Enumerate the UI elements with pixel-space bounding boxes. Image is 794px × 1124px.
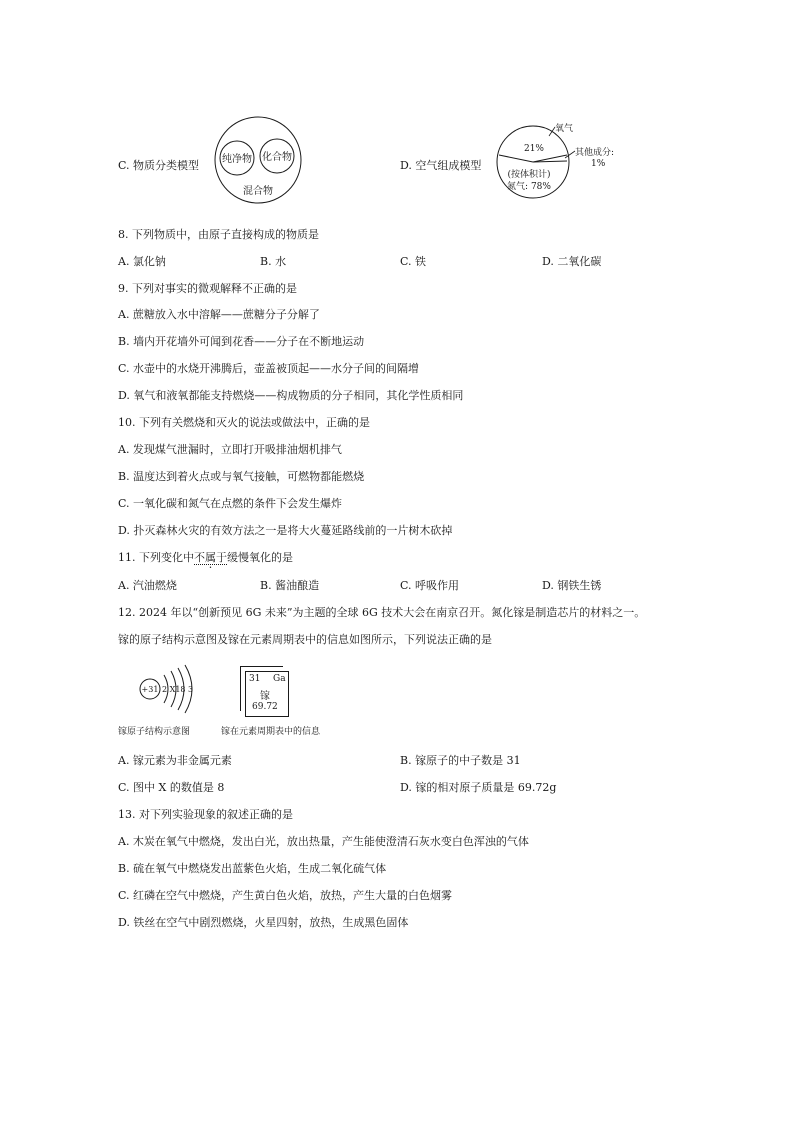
- q8-option-a[interactable]: A. 氯化钠: [118, 255, 166, 268]
- q11-emphasis-text: 不属于: [194, 551, 227, 564]
- q10-option-d[interactable]: D. 扑灭森林火灾的有效方法之一是将大火蔓延路线前的一片树木砍掉: [118, 524, 453, 537]
- oxygen-label: 氧气: [555, 124, 574, 134]
- element-symbol: Ga: [273, 674, 286, 684]
- mixture-text: 混合物: [243, 186, 273, 197]
- q7-option-c-label: C. 物质分类模型: [118, 159, 200, 172]
- q9-option-c[interactable]: C. 水壶中的水烧开沸腾后，壶盖被顶起——水分子间的间隔增: [118, 362, 420, 375]
- classification-model-diagram: [210, 116, 310, 206]
- q9-stem: 9. 下列对事实的微观解释不正确的是: [118, 282, 297, 295]
- q13-option-d[interactable]: D. 铁丝在空气中剧烈燃烧，火星四射，放热，生成黑色固体: [118, 916, 409, 929]
- q10-option-c[interactable]: C. 一氧化碳和氮气在点燃的条件下会发生爆炸: [118, 497, 343, 510]
- compound-text: 化合物: [262, 152, 292, 163]
- element-name: 镓: [260, 691, 270, 702]
- periodic-cell-shadow: [240, 666, 283, 711]
- pure-substance-text: 纯净物: [222, 154, 252, 165]
- q10-option-a[interactable]: A. 发现煤气泄漏时，立即打开吸排油烟机排气: [118, 443, 342, 456]
- q8-stem: 8. 下列物质中，由原子直接构成的物质是: [118, 228, 319, 241]
- atom-structure-caption: 镓原子结构示意图: [118, 727, 191, 737]
- other-components-percent: 1%: [591, 159, 606, 169]
- q12-option-a[interactable]: A. 镓元素为非金属元素: [118, 754, 232, 767]
- atomic-mass: 69.72: [252, 702, 278, 712]
- q8-option-c[interactable]: C. 铁: [400, 255, 427, 268]
- q12-stem-line1: 12. 2024 年以“创新预见 6G 未来”为主题的全球 6G 技术大会在南京召开。氮化镓是制造芯片的材料之一。: [118, 606, 646, 619]
- air-composition-pie: [495, 118, 635, 208]
- q11-stem-emphasis: [194, 549, 227, 565]
- by-volume-note: (按体积计): [507, 170, 551, 180]
- q9-option-b[interactable]: B. 墙内开花墙外可闻到花香——分子在不断地运动: [118, 335, 365, 348]
- q11-stem-suffix: 缓慢氧化的是: [227, 551, 293, 564]
- q8-option-d[interactable]: D. 二氧化碳: [542, 255, 602, 268]
- nucleus-charge: +31: [141, 685, 159, 694]
- q13-stem: 13. 对下列实验现象的叙述正确的是: [118, 808, 293, 821]
- q12-option-c[interactable]: C. 图中 X 的数值是 8: [118, 781, 225, 794]
- q13-option-a[interactable]: A. 木炭在氧气中燃烧，发出白光，放出热量，产生能使澄清石灰水变白色浑浊的气体: [118, 835, 529, 848]
- q13-option-c[interactable]: C. 红磷在空气中燃烧，产生黄白色火焰，放热，产生大量的白色烟雾: [118, 889, 453, 902]
- q9-option-a[interactable]: A. 蔗糖放入水中溶解——蔗糖分子分解了: [118, 308, 320, 321]
- q11-option-b[interactable]: B. 酱油酿造: [260, 579, 320, 592]
- q10-stem: 10. 下列有关燃烧和灭火的说法或做法中，正确的是: [118, 416, 370, 429]
- periodic-info-caption: 镓在元素周期表中的信息: [221, 727, 321, 737]
- q11-option-d[interactable]: D. 钢铁生锈: [542, 579, 602, 592]
- q8-option-b[interactable]: B. 水: [260, 255, 287, 268]
- q12-option-b[interactable]: B. 镓原子的中子数是 31: [400, 754, 521, 767]
- other-components-label: 其他成分:: [575, 148, 615, 158]
- q11-option-c[interactable]: C. 呼吸作用: [400, 579, 460, 592]
- oxygen-percent: 21%: [523, 144, 545, 154]
- q11-stem-prefix: 11. 下列变化中: [118, 551, 194, 564]
- q10-option-b[interactable]: B. 温度达到着火点或与氧气接触，可燃物都能燃烧: [118, 470, 365, 483]
- q13-option-b[interactable]: B. 硫在氧气中燃烧发出蓝紫色火焰，生成二氧化硫气体: [118, 862, 387, 875]
- q12-stem-line2: 镓的原子结构示意图及镓在元素周期表中的信息如图所示，下列说法正确的是: [118, 633, 492, 646]
- electron-shells: 2 X18 3: [162, 685, 194, 694]
- q9-option-d[interactable]: D. 氧气和液氧都能支持燃烧——构成物质的分子相同，其化学性质相同: [118, 389, 464, 402]
- atomic-number: 31: [249, 674, 261, 684]
- nitrogen-percent: 氮气: 78%: [507, 182, 551, 192]
- q11-option-a[interactable]: A. 汽油燃烧: [118, 579, 177, 592]
- q11-stem: [118, 549, 293, 565]
- q12-option-d[interactable]: D. 镓的相对原子质量是 69.72g: [400, 781, 557, 794]
- gallium-atom-structure-diagram: [136, 660, 206, 718]
- q7-option-d-label: D. 空气组成模型: [400, 159, 482, 172]
